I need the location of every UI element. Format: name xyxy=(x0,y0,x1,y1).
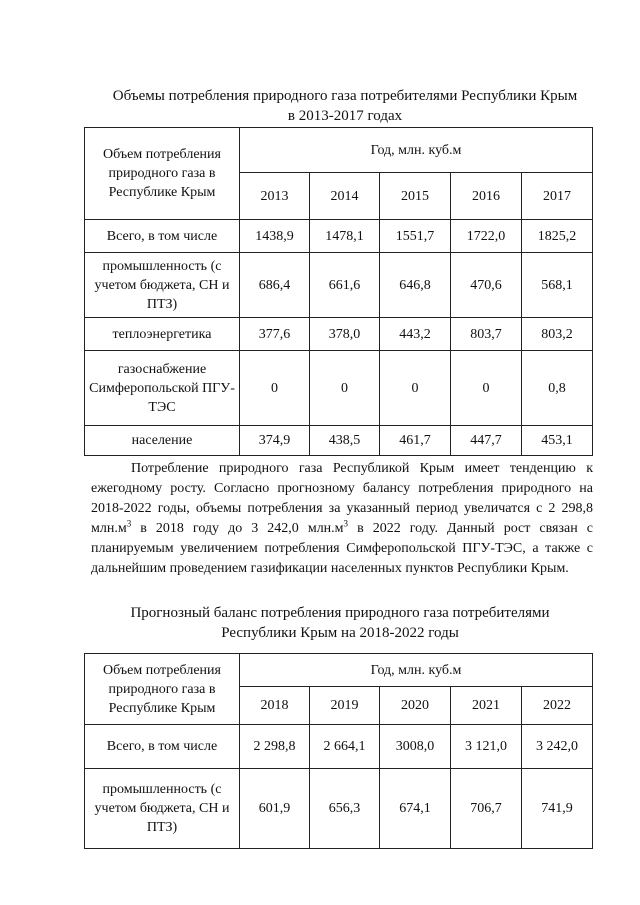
value-cell: 2 298,8 xyxy=(240,725,310,769)
table1-title-line2: в 2013-2017 годах xyxy=(287,108,403,124)
value-cell: 741,9 xyxy=(522,769,593,849)
value-cell: 803,2 xyxy=(522,318,593,351)
paragraph-text: Потребление природного газа Республикой Крым имеет тенденцию к ежегодному росту. Согласно прогнозному балансу потребления природного на 2018-2022 годы, объемы потребления за указанный период увеличатся с 2 298,8 $млн.м^3$ в 2018 году до 3 242,0 $млн.м^3$ в 2022 году. Данный рост связан с планируемым увеличением потребления Симферопольской ПГУ-ТЭС, а также с дальнейшим проведением газификации населенных пунктов Республики Крым. xyxy=(91,461,593,576)
value-cell: 1722,0 xyxy=(451,220,522,253)
table-row xyxy=(85,769,593,849)
value-cell: 0 xyxy=(380,351,451,426)
year-header: 2019 xyxy=(310,687,380,725)
value-cell: 601,9 xyxy=(240,769,310,849)
value-cell: 0,8 xyxy=(522,351,593,426)
year-header: 2022 xyxy=(522,687,593,725)
consumption-table-2013-2017 xyxy=(84,127,593,456)
value-cell: 377,6 xyxy=(240,318,310,351)
header-group-cell: Год, млн. куб.м xyxy=(240,128,593,173)
value-cell: 3 242,0 xyxy=(522,725,593,769)
value-cell: 2 664,1 xyxy=(310,725,380,769)
value-cell: 0 xyxy=(310,351,380,426)
value-cell: 1438,9 xyxy=(240,220,310,253)
value-cell: 447,7 xyxy=(451,426,522,456)
table2-title-line2: Республики Крым на 2018-2022 годы xyxy=(221,625,459,641)
year-header: 2020 xyxy=(380,687,451,725)
year-header: 2017 xyxy=(522,173,593,220)
forecast-table-2018-2022 xyxy=(84,653,593,849)
row-label: промышленность (с учетом бюджета, СН и ПТЗ) xyxy=(85,253,240,318)
value-cell: 438,5 xyxy=(310,426,380,456)
value-cell: 803,7 xyxy=(451,318,522,351)
header-label-cell: Объем потребления природного газа в Республике Крым xyxy=(85,128,240,220)
table-row xyxy=(85,351,593,426)
value-cell: 1825,2 xyxy=(522,220,593,253)
table1-title-line1: Объемы потребления природного газа потребителями Республики Крым xyxy=(112,88,578,104)
value-cell: 1478,1 xyxy=(310,220,380,253)
row-label: население xyxy=(85,426,240,456)
value-cell: 674,1 xyxy=(380,769,451,849)
table2-title xyxy=(90,603,590,643)
value-cell: 0 xyxy=(451,351,522,426)
value-cell: 470,6 xyxy=(451,253,522,318)
row-label: Всего, в том числе xyxy=(85,725,240,769)
row-label: газоснабжение Симферопольской ПГУ-ТЭС xyxy=(85,351,240,426)
year-header: 2018 xyxy=(240,687,310,725)
row-label: промышленность (с учетом бюджета, СН и ПТЗ) xyxy=(85,769,240,849)
value-cell: 686,4 xyxy=(240,253,310,318)
value-cell: 3008,0 xyxy=(380,725,451,769)
value-cell: 453,1 xyxy=(522,426,593,456)
table-row xyxy=(85,253,593,318)
year-header: 2013 xyxy=(240,173,310,220)
value-cell: 1551,7 xyxy=(380,220,451,253)
table-row xyxy=(85,318,593,351)
table2-title-line1: Прогнозный баланс потребления природного газа потребителями xyxy=(130,605,550,621)
header-group-cell: Год, млн. куб.м xyxy=(240,654,593,687)
header-label-cell: Объем потребления природного газа в Республике Крым xyxy=(85,654,240,725)
value-cell: 378,0 xyxy=(310,318,380,351)
value-cell: 646,8 xyxy=(380,253,451,318)
body-paragraph xyxy=(91,459,593,579)
value-cell: 0 xyxy=(240,351,310,426)
year-header: 2014 xyxy=(310,173,380,220)
value-cell: 374,9 xyxy=(240,426,310,456)
table-row xyxy=(85,220,593,253)
year-header: 2016 xyxy=(451,173,522,220)
table-row xyxy=(85,725,593,769)
table1-title xyxy=(90,86,600,126)
row-label: Всего, в том числе xyxy=(85,220,240,253)
value-cell: 443,2 xyxy=(380,318,451,351)
value-cell: 568,1 xyxy=(522,253,593,318)
value-cell: 3 121,0 xyxy=(451,725,522,769)
value-cell: 661,6 xyxy=(310,253,380,318)
value-cell: 461,7 xyxy=(380,426,451,456)
value-cell: 706,7 xyxy=(451,769,522,849)
table-row xyxy=(85,426,593,456)
value-cell: 656,3 xyxy=(310,769,380,849)
year-header: 2021 xyxy=(451,687,522,725)
year-header: 2015 xyxy=(380,173,451,220)
row-label: теплоэнергетика xyxy=(85,318,240,351)
